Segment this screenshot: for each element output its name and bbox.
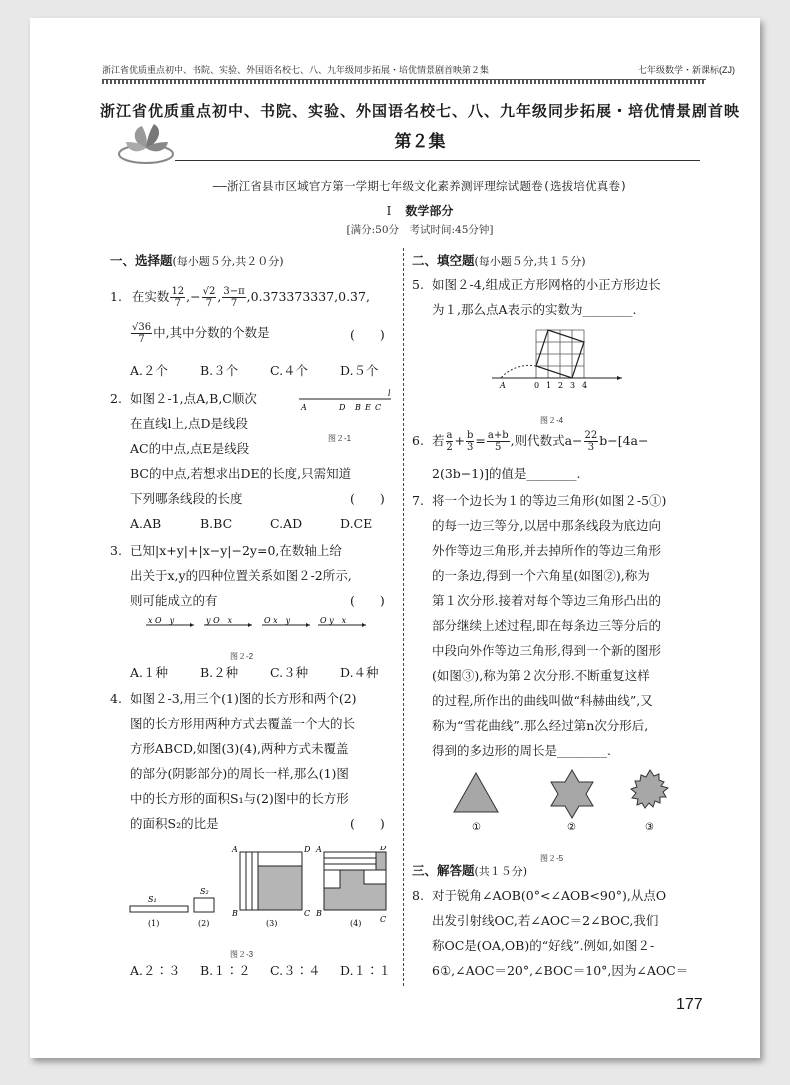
q7-line10: 称为“雪花曲线”.那么经过第n次分形后, (432, 718, 649, 733)
column-divider (403, 248, 404, 986)
q1-tail: ,0.373373337,0.3̇7̇, (246, 289, 370, 304)
q4-line1: 如图２-3,用三个(1)图的长方形和两个(2) (130, 691, 357, 706)
title-line1: 浙江省优质重点初中、书院、实验、外国语名校七、八、九年级同步拓展・培优情景剧首映 (100, 102, 741, 120)
q1-mid1: ,− (186, 289, 201, 304)
q5-line2: 为１,那么点A表示的实数为________. (432, 302, 637, 317)
q1-number: 1. (110, 289, 122, 304)
q5-line1: 如图２-4,组成正方形网格的小正方形边长 (432, 277, 661, 292)
q3-axis3: O x y (264, 616, 291, 625)
q2-line2: 在直线l上,点D是线段 (130, 416, 248, 431)
q3-number: 3. (110, 543, 122, 558)
q4-B3: B (232, 909, 238, 918)
q7-line9: 的过程,所作出的曲线叫做“科赫曲线”,又 (432, 693, 653, 708)
q8-number: 8. (412, 888, 424, 903)
q7-line2: 的每一边三等分,以居中那条线段为底边向 (432, 518, 661, 533)
q1-frac4: $\frac{√36}{7}$ (132, 322, 152, 345)
page-number: 177 (676, 996, 703, 1013)
q7-number: 7. (412, 493, 424, 508)
q4-D3: D (304, 846, 311, 854)
q4-cap4: (4) (350, 919, 362, 928)
q2-paren: ( ) (350, 491, 385, 506)
header-left: 浙江省优质重点初中、书院、实验、外国语名校七、八、九年级同步拓展・培优情景剧首映第２集 (102, 65, 490, 75)
q3-line1: 已知|x+y|+|x−y|−2y=0,在数轴上给 (130, 543, 342, 558)
q4-line6: 的面积S₂的比是 (130, 816, 219, 831)
q5-tick-3: 3 (570, 381, 576, 390)
running-header (102, 63, 735, 76)
q5-tick-1: 1 (546, 381, 552, 390)
part-heading (100, 202, 740, 219)
q4-paren: ( ) (350, 816, 385, 831)
q8-line1: 对于锐角∠AOB(0°<∠AOB<90°),从点O (432, 888, 667, 903)
q7-star (551, 770, 593, 818)
q3-caption: 图２-2 (230, 652, 254, 661)
q4-B4: B (316, 909, 322, 918)
part-roman: Ⅰ (386, 204, 392, 218)
q1-mid2: , (217, 289, 222, 304)
q1 (110, 284, 370, 309)
q7-line4: 的一条边,得到一个六角星(如图②),称为 (432, 568, 650, 583)
q4-C3: C (304, 909, 311, 918)
q7-line5: 第１次分形.接着对每个等边三角形凸出的 (432, 593, 661, 608)
q1-frac3: $\frac{3-\pi}{7}$ (223, 286, 245, 309)
q3-axis1: x O y (148, 616, 175, 625)
q1-frac2: $\frac{√2}{7}$ (202, 286, 216, 309)
q7-label3: ③ (645, 822, 654, 833)
q7-line8: (如图③),称为第２次分形.不断重复这样 (432, 668, 650, 683)
q2-label-l: l (388, 389, 391, 398)
header-right: 七年级数学・新课标(ZJ) (638, 65, 735, 75)
title-rule (175, 160, 700, 161)
q4-caption: 图２-3 (230, 950, 254, 959)
q3-line3: 则可能成立的有 (130, 593, 218, 608)
q3-axis4: O y x (320, 616, 347, 625)
q2-line5: 下列哪条线段的长度 (130, 491, 243, 506)
q7-label1: ① (472, 822, 481, 833)
q4-D4: D (380, 846, 387, 852)
section2-heading: 二、填空题 (412, 253, 475, 268)
q2-line3: AC的中点,点E是线段 (130, 441, 250, 456)
q7-line1: 将一个边长为１的等边三角形(如图２-5①) (432, 493, 667, 508)
q7-figure (452, 768, 692, 838)
q5-tick-4: 4 (582, 381, 588, 390)
part-name: 数学部分 (405, 204, 454, 218)
q3-figure (146, 614, 366, 630)
q4-line4: 的部分(阴影部分)的周长一样,那么(1)图 (130, 766, 349, 781)
section3-note: (共１５分) (474, 865, 528, 878)
q7-triangle (454, 773, 498, 812)
q4-line2: 图的长方形用两种方式去覆盖一个大的长 (130, 716, 356, 731)
section2-note: (每小题５分,共１５分) (474, 255, 586, 268)
q2-label-B: B (355, 403, 361, 412)
q4-number: 4. (110, 691, 122, 706)
q2-label-C: C (375, 403, 382, 412)
q4-cap3: (3) (266, 919, 278, 928)
section1-heading: 一、选择题 (110, 253, 173, 268)
q4-cap2: (2) (198, 919, 210, 928)
q8-line4: 6①,∠AOC＝20°,∠BOC＝10°,因为∠AOC＝ (432, 963, 689, 978)
title-line2: 第２集 (394, 132, 446, 152)
q2-figure (295, 386, 395, 412)
q1-line2: $\frac{√36}{7}$ 中,其中分数的个数是 (132, 322, 270, 345)
q4-line3: 方形ABCD,如图(3)(4),两种方式未覆盖 (130, 741, 349, 756)
q6-line2: 2(3b−1)]的值是________. (432, 466, 581, 481)
q5-tick-0: 0 (534, 381, 540, 390)
subtitle: ——浙江省县市区域官方第一学期七年级文化素养测评理综试题卷(选拔培优真卷) (212, 179, 628, 193)
q8-line2: 出发引射线OC,若∠AOC＝2∠BOC,我们 (432, 913, 659, 928)
q5-number: 5. (412, 277, 424, 292)
q1-text1: 在实数 (131, 289, 170, 304)
q2-label-A: A (301, 403, 307, 412)
q7-line11: 得到的多边形的周长是________. (432, 743, 611, 758)
q7-line7: 中段向外作等边三角形,得到一个新的图形 (432, 643, 661, 658)
header-hatch-bar (102, 79, 706, 84)
q5-tick-2: 2 (558, 381, 564, 390)
q2-label-E: E (365, 403, 371, 412)
q4-figure (128, 846, 388, 936)
q2-line1: 如图２-1,点A,B,C顺次 (130, 391, 257, 406)
q3-line2: 出关于x,y的四种位置关系如图２-2所示, (130, 568, 352, 583)
q5-figure (492, 324, 632, 394)
q2-caption: 图２-1 (328, 434, 352, 443)
section3-heading: 三、解答题 (412, 863, 475, 878)
q4-S1: S₁ (148, 895, 157, 904)
q4-A4: A (316, 846, 322, 854)
q3-paren: ( ) (350, 593, 385, 608)
q4-line5: 中的长方形的面积S₁与(2)图中的长方形 (130, 791, 349, 806)
section1-note: (每小题５分,共２０分) (172, 255, 284, 268)
q8-line3: 称OC是(OA,OB)的“好线”.例如,如图２- (432, 938, 655, 953)
q4-A3: A (232, 846, 238, 854)
q5-tick-A: A (500, 381, 506, 390)
q7-snowflake (631, 770, 668, 808)
q4-cap1: (1) (148, 919, 160, 928)
q6-line1: 若 $\frac{a}{2}$ + $\frac{b}{3}$ = $\frac{a+b}{5}$ ,则代数式a− $\frac{22}{3}$ b−[4a− (432, 430, 649, 453)
q5-caption: 图２-4 (540, 416, 564, 425)
q7-line6: 部分继续上述过程,即在每条边三等分后的 (432, 618, 661, 633)
q7-label2: ② (567, 822, 576, 833)
q1-frac1: $\frac{12}{7}$ (171, 286, 185, 309)
q3-axis2: y O x (206, 616, 233, 625)
q7-line3: 外作等边三角形,并去掉所作的等边三角形 (432, 543, 661, 558)
q4-C4: C (380, 915, 387, 924)
q2-line4: BC的中点,若想求出DE的长度,只需知道 (130, 466, 352, 481)
q2-label-D: D (339, 403, 346, 412)
q2-number: 2. (110, 391, 122, 406)
q6-number: 6. (412, 433, 424, 448)
q4-S2: S₂ (200, 887, 209, 896)
exam-info: [满分:50分 考试时间:45分钟] (346, 224, 494, 236)
q1-paren: ( ) (350, 327, 385, 342)
q7-caption: 图２-5 (540, 854, 564, 863)
